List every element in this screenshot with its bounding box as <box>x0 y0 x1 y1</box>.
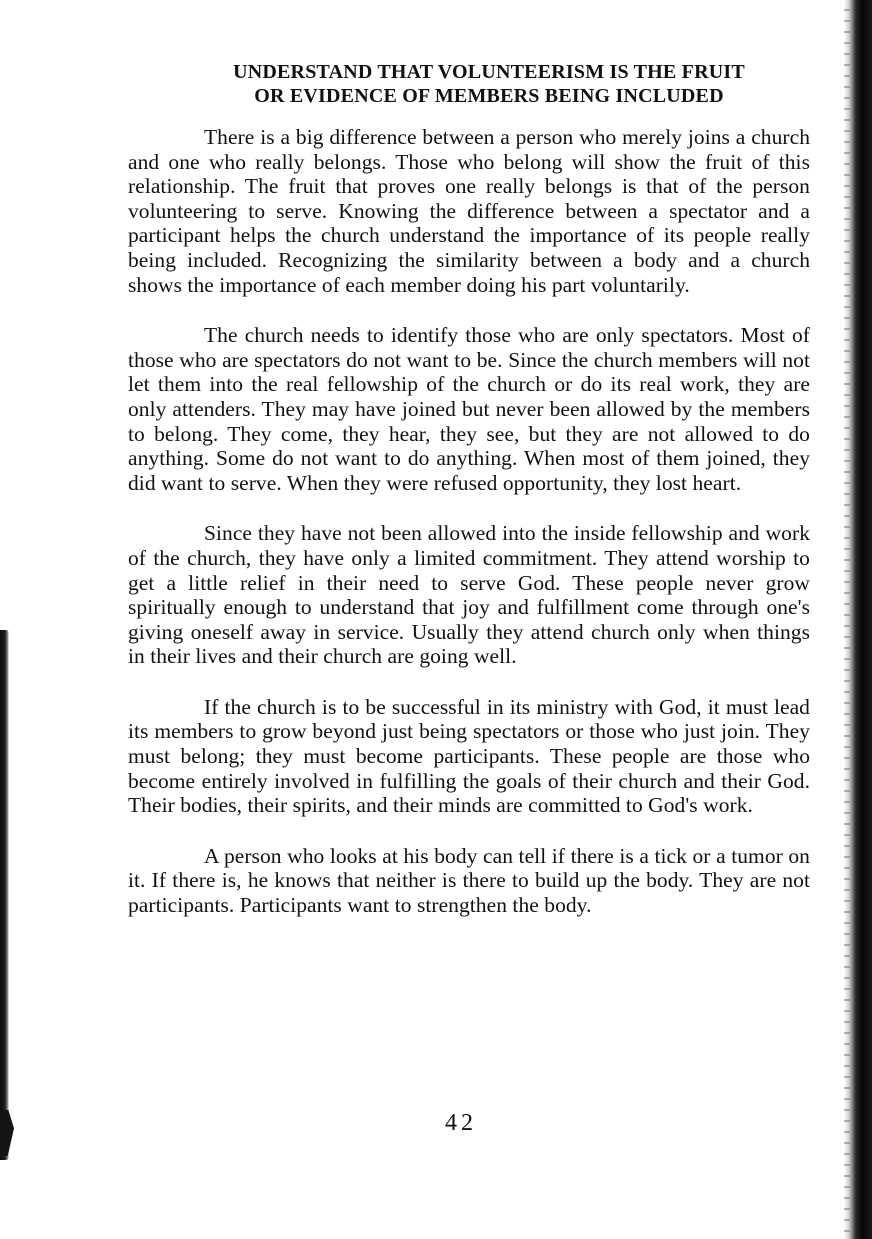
heading-line-1: UNDERSTAND THAT VOLUNTEERISM IS THE FRUIT <box>233 61 745 83</box>
page-number: 42 <box>445 1110 477 1136</box>
heading-line-2: OR EVIDENCE OF MEMBERS BEING INCLUDED <box>254 85 724 107</box>
paragraph-4: If the church is to be successful in its ministry with God, it must lead its members to grow beyond just being spectators or those who just join. They must belong; they must become participants. These people are those who become entirely involved in fulfilling the goals of their church and their God. Their bodies, their spirits, and their minds are committed to God's work. <box>128 694 810 818</box>
paragraph-2: The church needs to identify those who are only spectators. Most of those who are spectators do not want to be. Since the church members will not let them into the real fellowship of the church or do its real work, they are only attenders. They may have joined but never been allowed by the members to belong. They come, they hear, they see, but they are not allowed to do anything. Some do not want to do anything. When most of them joined, they did want to serve. When they were refused opportunity, they lost heart. <box>128 323 810 495</box>
paragraph-3: Since they have not been allowed into the inside fellowship and work of the church, they have only a limited commitment. They attend worship to get a little relief in their need to serve God. These people never grow spiritually enough to understand that joy and fulfillment come through one's giving oneself away in service. Usually they attend church only when things in their lives and their church are going well. <box>128 521 810 669</box>
paragraph-1: There is a big difference between a person who merely joins a church and one who really belongs. Those who belong will show the fruit of this relationship. The fruit that proves one really belongs is that of the person volunteering to serve. Knowing the difference between a spectator and a participant helps the church understand the importance of its people really being included. Recognizing the similarity between a body and a church shows the importance of each member doing his part voluntarily. <box>128 125 810 297</box>
section-heading <box>128 60 810 108</box>
scan-binding-edge-left <box>0 630 9 1160</box>
scan-edge-texture <box>844 0 850 1239</box>
paragraph-5: A person who looks at his body can tell if there is a tick or a tumor on it. If there is, he knows that neither is there to build up the body. They are not participants. Participants want to strengthen the body. <box>128 843 810 918</box>
document-page <box>128 60 810 944</box>
